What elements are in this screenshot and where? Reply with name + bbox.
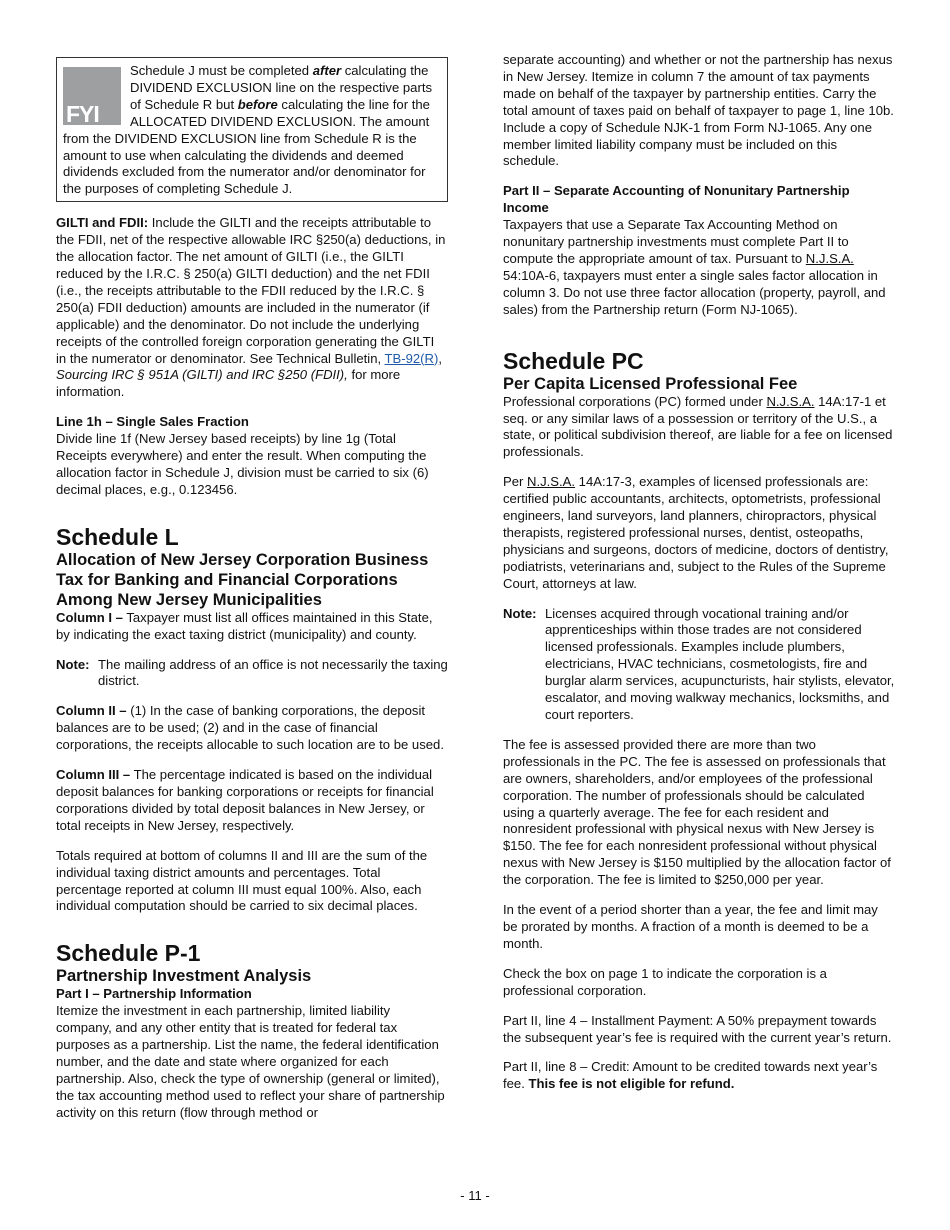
column-2-paragraph: Column II – (1) In the case of banking corporations, the deposit balances are to be used; (2) and in the case of financial corporations, the receipts allocable to such location are to be used. [56,703,444,753]
schedule-l-title: Schedule L [56,523,179,550]
pc-paragraph-5: Check the box on page 1 to indicate the corporation is a professional corporation. [503,965,827,998]
part-2-heading: Part II – Separate Accounting of Nonunitary Partnership Income [503,183,850,216]
column-3-paragraph: Column III – The percentage indicated is based on the individual deposit balances for banking corporations or receipts for financial corporations divided by total deposit balances in New Jersey, or total receipts in New Jersey, respectively. [56,767,434,833]
part-2-text: Taxpayers that use a Separate Tax Accounting Method on nonunitary partnership investments must complete Part II to compute the appropriate amount of tax. Pursuant to N.J.S.A. 54:10A-6, taxpayers must enter a single sales factor allocation in column 3. Do not use three factor allocation (property, payroll, and sales) from the Partnership return (Form NJ-1065). [503,217,886,317]
totals-paragraph: Totals required at bottom of columns II and III are the sum of the individual taxing district amounts and percentages. Total percentage reported at column III must equal 100%. Also, each individual computation should be carried to six decimal places. [56,847,428,914]
schedule-pc-subtitle: Per Capita Licensed Professional Fee [503,374,798,393]
fyi-text: Schedule J must be completed after calculating the DIVIDEND EXCLUSION line on the respective parts of Schedule R but before calculating the line for the ALLOCATED DIVIDEND EXCLUSION. The amount from the DIVIDEND EXCLUSION line from Schedule R is the amount to use when calculating the dividends and deemed dividends excluded from the numerator and/or denominator for the purposes of completing Schedule J. [63,63,433,197]
gilti-paragraph: GILTI and FDII: Include the GILTI and the receipts attributable to the FDII, net of the respective allowable IRC §250(a) deductions, in the allocation factor. The net amount of GILTI (i.e., the GILTI reduced by the I.R.C. § 250(a) GILTI deduction) and the net FDII (i.e., the receipts attributable to the FDII reduced by the I.R.C. § 250(a) FDII deduction) amounts are included in the numerator (if applicable) and the denominator. Do not include the underlying receipts of the controlled foreign corporation generating the GILTI in the numerator or denominator. See Technical Bulletin, TB-92(R), Sourcing IRC § 951A (GILTI) and IRC §250 (FDII), for more information. [56,215,446,400]
schedule-l-note: Note: The mailing address of an office is not necessarily the taxing district. [56,656,448,689]
line-1h-heading: Line 1h – Single Sales Fraction [56,414,249,430]
tb-92r-link[interactable]: TB-92(R) [384,350,439,366]
part-1-continued: separate accounting) and whether or not the partnership has nexus in New Jersey. Itemize in column 7 the amount of tax payments made on behalf of the taxpayer by partnership entities. Carry the total amount of taxes paid on behalf of taxpayer to page 1, line 10b. Include a copy of Schedule NJK-1 from Form NJ-1065. Any one member limited liability company must be included on this schedule. [503,52,894,169]
page-number: - 11 - [460,1188,490,1203]
schedule-pc-note: Note: Licenses acquired through vocational training and/or apprenticeships within those trades are not considered licensed professionals. Examples include plumbers, electricians, HVAC technicians, cosmetologists, fire and burglar alarm services, acupuncturists, hair stylists, elevator, escalator, and moving walkway mechanics, locksmiths, and court reporters. [503,605,895,722]
pc-paragraph-2: Per N.J.S.A. 14A:17-3, examples of licensed professionals are: certified public accountants, architects, optometrists, professional engineers, land surveyors, land planners, chiropractors, physical therapists, registered professional nurses, dentist, osteopaths, physicians and surgeons, doctors of medicine, doctors of dentistry, podiatrists, veterinarians and, subject to the Rules of the Supreme Court, attorneys at law. [503,474,889,591]
pc-paragraph-7: Part II, line 8 – Credit: Amount to be credited towards next year’s fee. This fee is not eligible for refund. [503,1059,878,1092]
schedule-p1-title: Schedule P-1 [56,940,201,967]
pc-paragraph-6: Part II, line 4 – Installment Payment: A 50% prepayment towards the subsequent year’s fee is required with the current year’s return. [503,1012,892,1045]
fyi-box [56,57,448,202]
schedule-pc-title: Schedule PC [503,347,644,374]
part-1-text: Itemize the investment in each partnership, limited liability company, and any other entity that is treated for federal tax purposes as a partnership. List the name, the federal identification number, and the date and state where organized for each partnership. Also, check the type of ownership (general or limited), the tax accounting method used to reflect your share of partnership activity on this return (flow through method or [56,1003,445,1120]
line-1h-text: Divide line 1f (New Jersey based receipts) by line 1g (Total Receipts everywhere) and enter the result. When computing the allocation factor in Schedule J, division must be carried to six (6) decimal places, e.g., 0.123456. [56,431,429,497]
pc-paragraph-3: The fee is assessed provided there are more than two professionals in the PC. The fee is assessed on professionals that are owners, shareholders, and/or employees of the professional corporation. The number of professionals should be calculated using a quarterly average. The fee for each resident and nonresident professional with physical nexus with New Jersey is $150. The fee for each nonresident professional without physical nexus with New Jersey is $150 multiplied by the allocation factor of the corporation. The fee is limited to $250,000 per year. [503,736,891,888]
fyi-badge-icon: FYI [63,67,121,125]
column-1-paragraph: Column I – Taxpayer must list all offices maintained in this State, by indicating the exact taxing district (municipality) and county. [56,609,433,642]
left-column [56,52,448,1135]
schedule-l-subtitle: Allocation of New Jersey Corporation Business Tax for Banking and Financial Corporations Among New Jersey Municipalities [56,550,429,609]
right-column [503,52,895,1106]
part-1-heading: Part I – Partnership Information [56,986,252,1002]
pc-paragraph-1: Professional corporations (PC) formed under N.J.S.A. 14A:17-1 et seq. or any similar laws of a possession or territory of the U.S., a state, or political subdivision thereof, are liable for a fee on licensed professionals. [503,393,893,460]
pc-paragraph-4: In the event of a period shorter than a year, the fee and limit may be prorated by months. A fraction of a month is deemed to be a month. [503,902,878,951]
schedule-p1-subtitle: Partnership Investment Analysis [56,967,312,986]
